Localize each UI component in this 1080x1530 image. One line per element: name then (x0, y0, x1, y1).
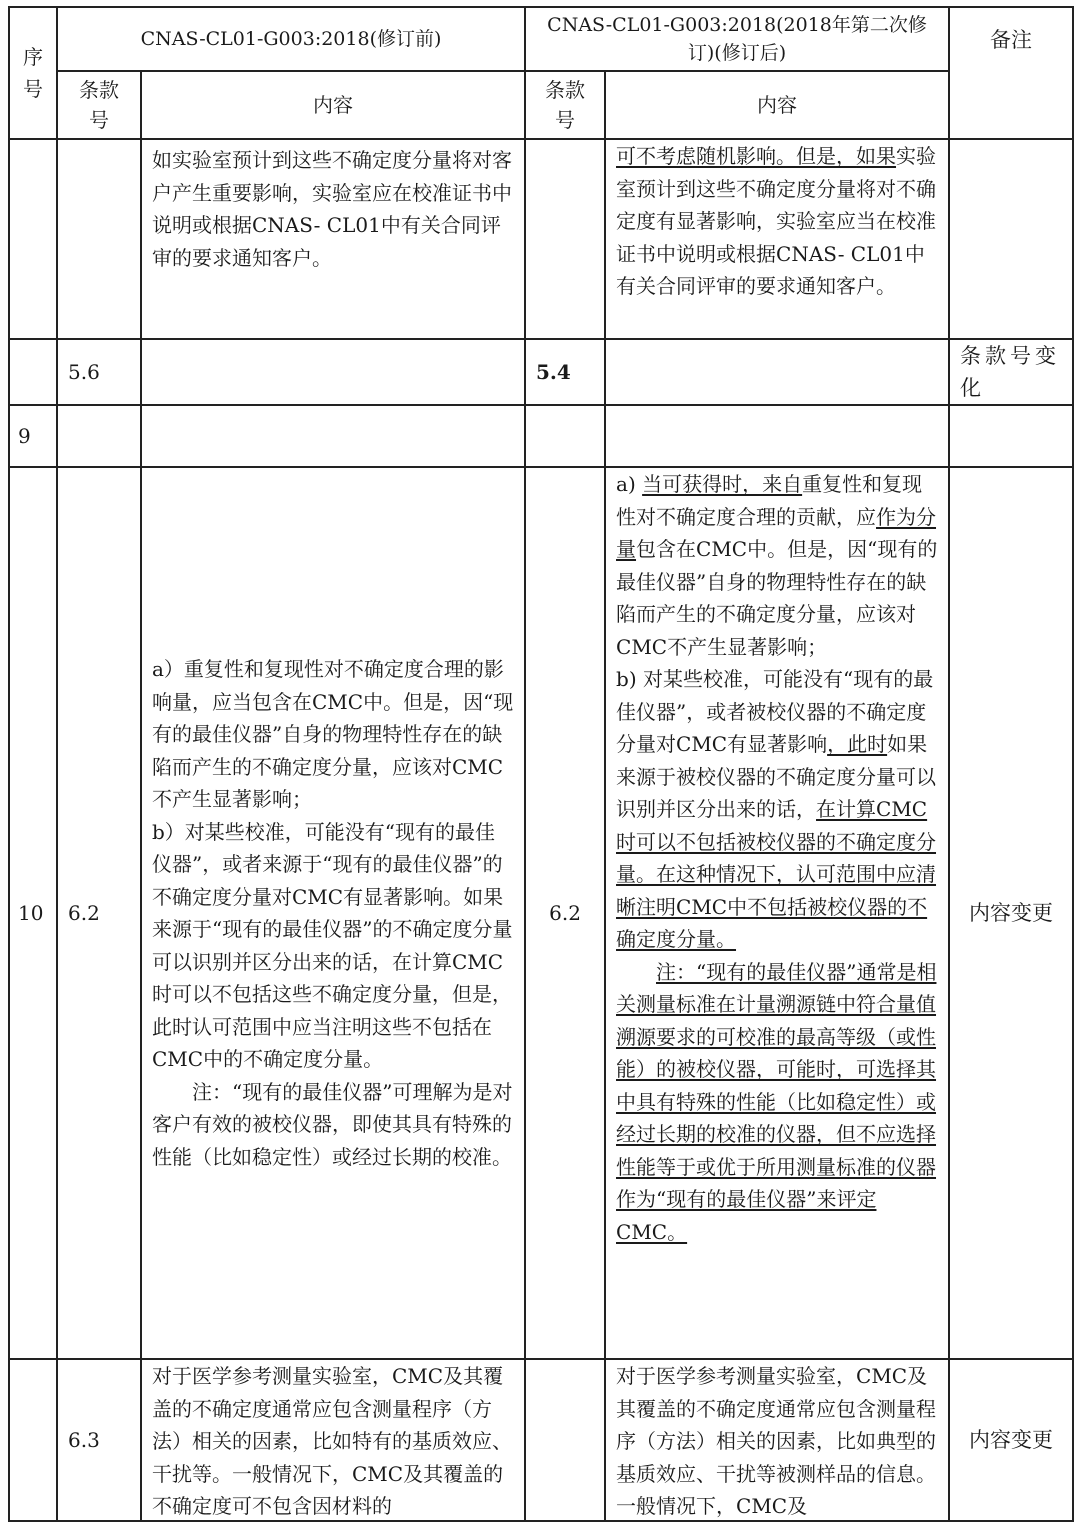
old-item-b: b）对某些校准，可能没有“现有的最佳仪器”，或者来源于“现有的最佳仪器”的不确定度分量对CMC有显著影响。如果来源于“现有的最佳仪器”的不确定度分量可以识别并区分出来的话，在计算CMC时可以不包括这些不确定度分量，但是，此时认可范围中应当注明这些不包括在CMC中的不确定度分量。 (152, 819, 513, 1071)
old-content-header: 内容 (141, 71, 525, 139)
revision-comparison-table (8, 6, 1074, 1522)
old-clause-cell: 5.6 (57, 339, 141, 405)
new-version-header: CNAS-CL01-G003:2018(2018年第二次修订)(修订后) (525, 7, 949, 71)
new-content-cell: 对于医学参考测量实验室，CMC及其覆盖的不确定度通常应包含测量程序（方法）相关的因素，比如典型的基质效应、干扰等被测样品的信息。一般情况下，CMC及 (605, 1359, 949, 1521)
new-content-cell (605, 467, 949, 1359)
old-clause-no-header: 条款号 (57, 71, 141, 139)
table-row (9, 139, 1073, 339)
new-content-header: 内容 (605, 71, 949, 139)
remark-cell: 内容变更 (949, 467, 1073, 1359)
table-row (9, 467, 1073, 1359)
table-row (9, 405, 1073, 467)
new-item-a: a) 当可获得时，来自重复性和复现性对不确定度合理的贡献，应作为分量包含在CMC中。但是，因“现有的最佳仪器”自身的物理特性存在的缺陷而产生的不确定度分量，应该对CMC不产生显著影响； (616, 472, 938, 659)
old-note: 注：“现有的最佳仪器”可理解为是对客户有效的被校仪器，即使其具有特殊的性能（比如稳定性）或经过长期的校准。 (152, 1079, 513, 1169)
seq-cell: 10 (9, 467, 57, 1359)
new-clause-cell: 5.4 (525, 339, 605, 405)
old-content-cell (141, 467, 525, 1359)
old-version-header: CNAS-CL01-G003:2018(修订前) (57, 7, 525, 71)
new-content-cell: 可不考虑随机影响。但是，如果实验室预计到这些不确定度分量将对不确定度有显著影响，实验室应当在校准证书中说明或根据CNAS- CL01中有关合同评审的要求通知客户。 (605, 139, 949, 339)
table-row (9, 1359, 1073, 1521)
old-clause-cell: 6.2 (57, 467, 141, 1359)
old-content-cell: 对于医学参考测量实验室，CMC及其覆盖的不确定度通常应包含测量程序（方法）相关的因素，比如特有的基质效应、干扰等。一般情况下，CMC及其覆盖的不确定度可不包含因材料的 (141, 1359, 525, 1521)
seq-header: 序号 (9, 7, 57, 139)
new-item-b: b) 对某些校准，可能没有“现有的最佳仪器”，或者被校仪器的不确定度分量对CMC有显著影响，此时如果来源于被校仪器的不确定度分量可以识别并区分出来的话，在计算CMC时可以不包括被校仪器的不确定度分量。在这种情况下，认可范围中应清晰注明CMC中不包括被校仪器的不确定度分量。 (616, 667, 937, 951)
remark-cell: 内容变更 (949, 1359, 1073, 1521)
table-row (9, 339, 1073, 405)
remark-cell: 条款号变化 (949, 339, 1073, 405)
header-row-2 (9, 71, 1073, 139)
remark-header: 备注 (949, 7, 1073, 139)
header-row-1 (9, 7, 1073, 71)
seq-cell: 9 (9, 405, 57, 467)
old-item-a: a）重复性和复现性对不确定度合理的影响量，应当包含在CMC中。但是，因“现有的最佳仪器”自身的物理特性存在的缺陷而产生的不确定度分量，应该对CMC不产生显著影响； (152, 657, 514, 811)
new-note: 注：“现有的最佳仪器”通常是相关测量标准在计量溯源链中符合量值溯源要求的可校准的最高等级（或性能）的被校仪器，可能时，可选择其中具有特殊的性能（比如稳定性）或经过长期的校准的仪器，但不应选择性能等于或优于所用测量标准的仪器作为“现有的最佳仪器”来评定CMC。 (616, 959, 937, 1244)
new-clause-no-header: 条款号 (525, 71, 605, 139)
old-content-cell: 如实验室预计到这些不确定度分量将对客户产生重要影响，实验室应在校准证书中说明或根据CNAS- CL01中有关合同评审的要求通知客户。 (141, 139, 525, 339)
old-clause-cell: 6.3 (57, 1359, 141, 1521)
new-clause-cell: 6.2 (525, 467, 605, 1359)
